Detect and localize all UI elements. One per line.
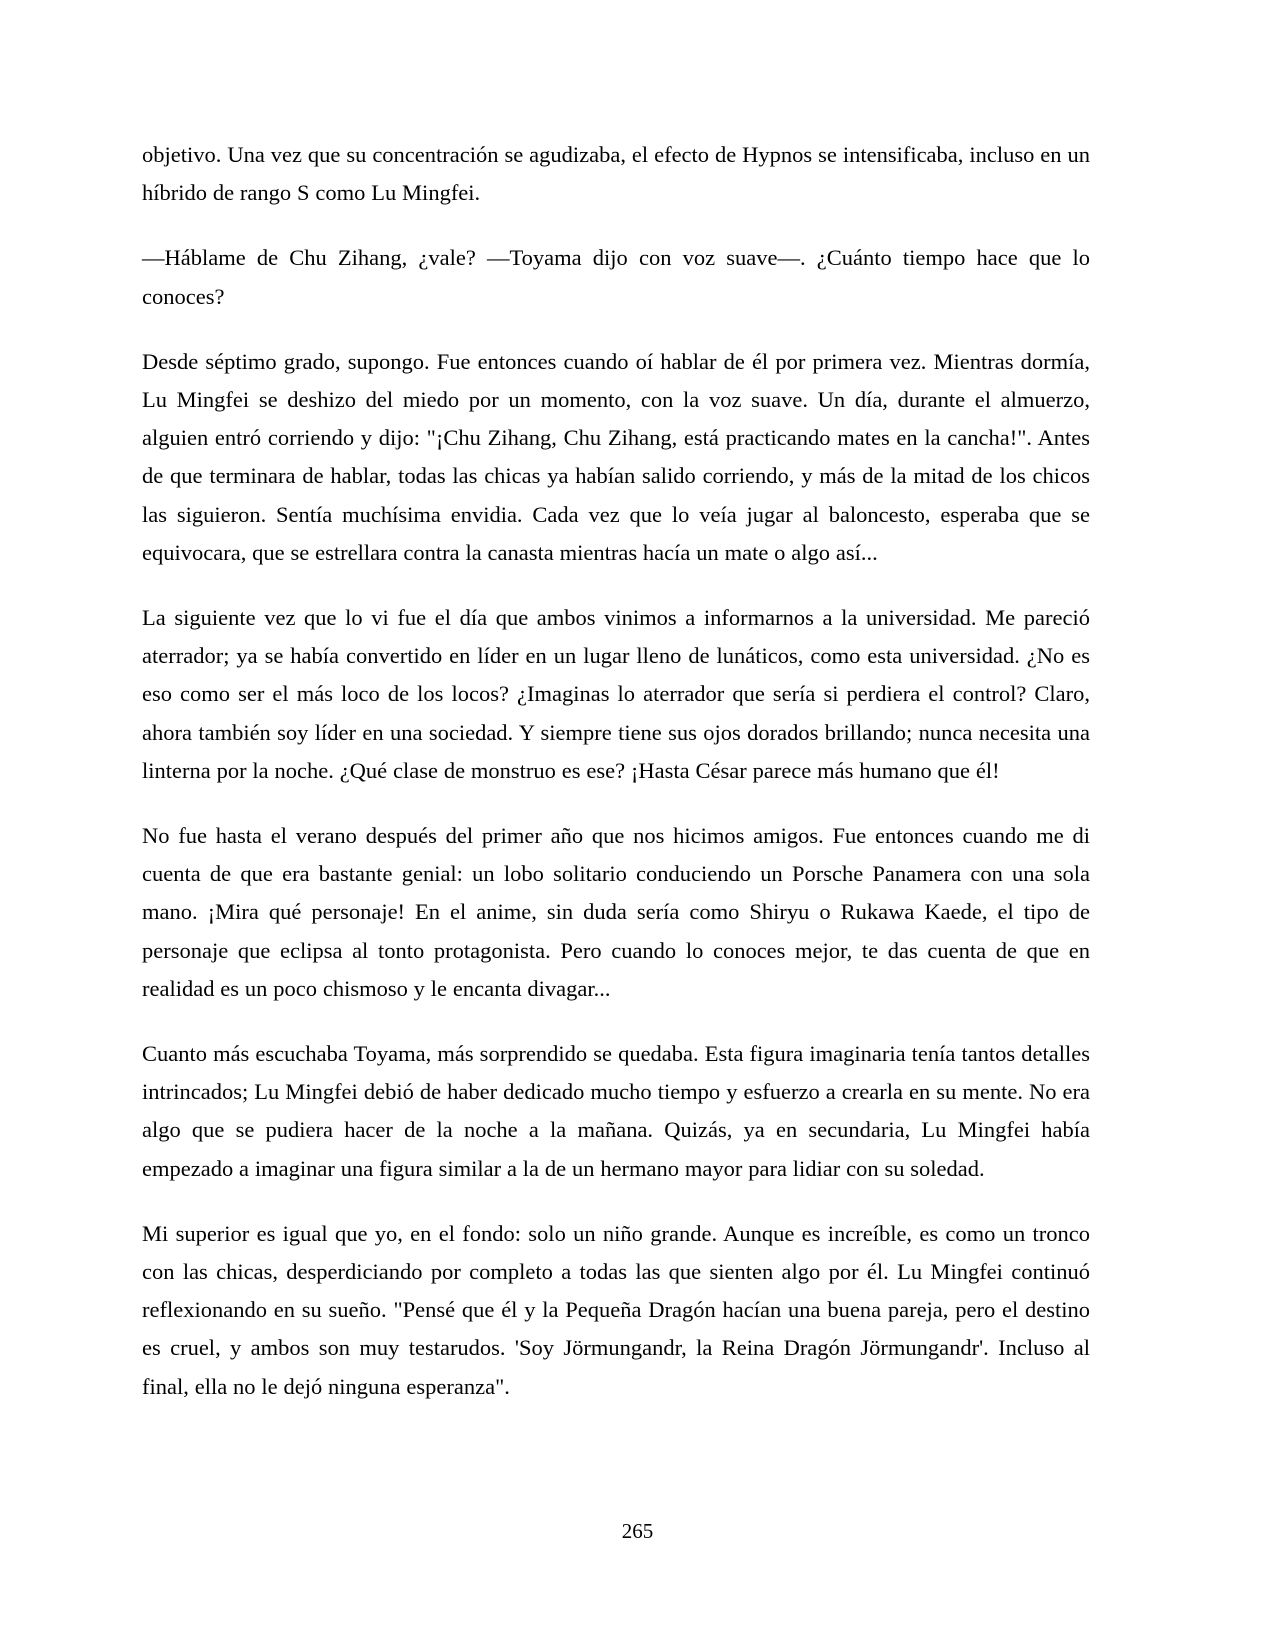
- paragraph: Mi superior es igual que yo, en el fondo: solo un niño grande. Aunque es increíble, es como un tronco con las chicas, desperdiciando por completo a todas las que sienten algo por él. Lu Mingfei continuó reflexionando en su sueño. "Pensé que él y la Pequeña Dragón hacían una buena pareja, pero el destino es cruel, y ambos son muy testarudos. 'Soy Jörmungandr, la Reina Dragón Jörmungandr'. Incluso al final, ella no le dejó ninguna esperanza".: [142, 1220, 1090, 1399]
- paragraph: La siguiente vez que lo vi fue el día que ambos vinimos a informarnos a la universidad. Me pareció aterrador; ya se había convertido en líder en un lugar lleno de lunáticos, como esta universidad. ¿No es eso como ser el más loco de los locos? ¿Imaginas lo aterrador que sería si perdiera el control? Claro, ahora también soy líder en una sociedad. Y siempre tiene sus ojos dorados brillando; nunca necesita una linterna por la noche. ¿Qué clase de monstruo es ese? ¡Hasta César parece más humano que él!: [142, 605, 1090, 783]
- body-text-block: [142, 136, 1090, 1406]
- paragraph: objetivo. Una vez que su concentración se agudizaba, el efecto de Hypnos se intensificaba, incluso en un híbrido de rango S como Lu Mingfei.: [142, 142, 1090, 206]
- paragraph: Cuanto más escuchaba Toyama, más sorprendido se quedaba. Esta figura imaginaria tenía tantos detalles intrincados; Lu Mingfei debió de haber dedicado mucho tiempo y esfuerzo a crearla en su mente. No era algo que se pudiera hacer de la noche a la mañana. Quizás, ya en secundaria, Lu Mingfei había empezado a imaginar una figura similar a la de un hermano mayor para lidiar con su soledad.: [142, 1041, 1090, 1181]
- paragraph: —Háblame de Chu Zihang, ¿vale? —Toyama dijo con voz suave—. ¿Cuánto tiempo hace que lo conoces?: [142, 245, 1090, 309]
- paragraph: Desde séptimo grado, supongo. Fue entonces cuando oí hablar de él por primera vez. Mientras dormía, Lu Mingfei se deshizo del miedo por un momento, con la voz suave. Un día, durante el almuerzo, alguien entró corriendo y dijo: "¡Chu Zihang, Chu Zihang, está practicando mates en la cancha!". Antes de que terminara de hablar, todas las chicas ya habían salido corriendo, y más de la mitad de los chicos las siguieron. Sentía muchísima envidia. Cada vez que lo veía jugar al baloncesto, esperaba que se equivocara, que se estrellara contra la canasta mientras hacía un mate o algo así...: [142, 348, 1090, 565]
- page-number: 265: [621, 1519, 654, 1543]
- paragraph: No fue hasta el verano después del primer año que nos hicimos amigos. Fue entonces cuando me di cuenta de que era bastante genial: un lobo solitario conduciendo un Porsche Panamera con una sola mano. ¡Mira qué personaje! En el anime, sin duda sería como Shiryu o Rukawa Kaede, el tipo de personaje que eclipsa al tonto protagonista. Pero cuando lo conoces mejor, te das cuenta de que en realidad es un poco chismoso y le encanta divagar...: [142, 823, 1090, 1001]
